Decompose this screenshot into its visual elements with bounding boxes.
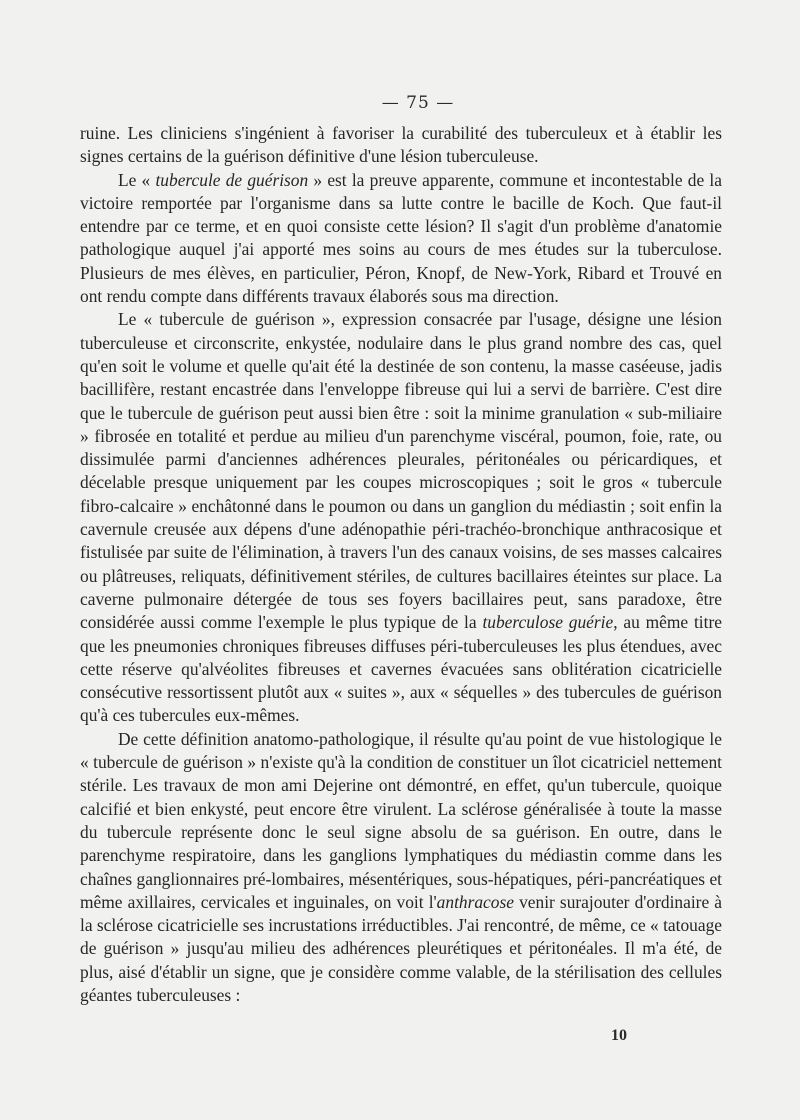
page-number: — 75 — [381,93,455,113]
paragraph [80,122,722,169]
paragraph-text: Le « tubercule de guérison », expression consacrée par l'usage, désigne une lésion tuberculeuse et circonscrite, enkystée, nodulaire dans le plus grand nombre des cas, quel qu'en soit le volume et quelle qu'ait été la destinée de son contenu, la masse caséeuse, jadis bacillifère, restant encastrée dans l'enveloppe fibreuse qui lui a servi de barrière. C'est dire que le tubercule de guérison peut aussi bien être : soit la minime granulation « sub-miliaire » fibrosée en totalité et perdue au milieu d'un parenchyme viscéral, poumon, foie, rate, ou dissimulée parmi d'anciennes adhérences pleurales, péritonéales ou péricardiques, et décelable presque uniquement par les coupes microscopiques ; soit le gros « tubercule fibro-calcaire » enchâtonné dans le poumon ou dans un ganglion du médiastin ; soit enfin la cavernule creusée aux dépens d'une adénopathie péri-trachéo-bronchique anthracosique et fistulisée par suite de l'élimination, à travers l'un des canaux voisins, de ses masses calcaires ou plâtreuses, reliquats, définitivement stériles, de cultures bacillaires éteintes sur place. La caverne pulmonaire détergée de tous ses foyers bacillaires peut, sans paradoxe, être considérée aussi comme l'exemple le plus typique de la [80,309,722,633]
paragraph [80,308,722,727]
italic-term: tubercule de guérison [155,169,309,190]
italic-term: anthracose [436,891,514,912]
paragraph-text: ruine. Les cliniciens s'ingénient à favoriser la curabilité des tuberculeux et à établir les signes certains de la guérison définitive d'une lésion tuberculeuse. [80,123,722,167]
signature-mark: 10 [611,1027,627,1044]
paragraph [80,169,722,309]
body-text [80,122,722,1007]
paragraph-text: » est la preuve apparente, commune et incontestable de la victoire remportée par l'organisme dans sa lutte contre le bacille de Koch. Que faut-il entendre par ce terme, et en quoi consiste cette lésion? Il s'agit d'un problème d'anatomie pathologique auquel j'ai apporté mes soins au cours de mes études sur la tuberculose. Plusieurs de mes élèves, en particulier, Péron, Knopf, de New-York, Ribard et Trouvé en ont rendu compte dans différents travaux élaborés sous ma direction. [80,169,722,307]
paragraph-text: , au même titre que les pneumonies chroniques fibreuses diffuses péri-tuberculeuses les plus étendues, avec cette réserve qu'alvéolites fibreuses et cavernes évacuées sans oblitération cicatricielle consécutive ressortissent plutôt aux « suites », aux « séquelles » des tubercules de guérison qu'à ces tubercules eux-mêmes. [80,612,722,726]
paragraph [80,728,722,1008]
paragraph-text: Le « [118,169,156,190]
paragraph-text: venir surajouter d'ordinaire à la sclérose cicatricielle ses incrustations irréductibles. J'ai rencontré, de même, ce « tatouage de guérison » jusqu'au milieu des adhérences pleurétiques et péritonéales. Il m'a été, de plus, aisé d'établir un signe, que je considère comme valable, de la stérilisation des cellules géantes tuberculeuses : [80,891,723,1005]
paragraph-text: De cette définition anatomo-pathologique, il résulte qu'au point de vue histologique le « tubercule de guérison » n'existe qu'à la condition de constituer un îlot cicatriciel nettement stérile. Les travaux de mon ami Dejerine ont démontré, en effet, qu'un tubercule, quoique calcifié et bien enkysté, peut encore être virulent. La sclérose généralisée à toute la masse du tubercule représente donc le seul signe absolu de sa guérison. En outre, dans le parenchyme respiratoire, dans les ganglions lymphatiques du médiastin comme dans les chaînes ganglionnaires pré-lombaires, mésentériques, sous-hépatiques, péri-pancréatiques et même axillaires, cervicales et inguinales, on voit l' [80,728,722,912]
italic-term: tuberculose guérie [482,612,614,633]
